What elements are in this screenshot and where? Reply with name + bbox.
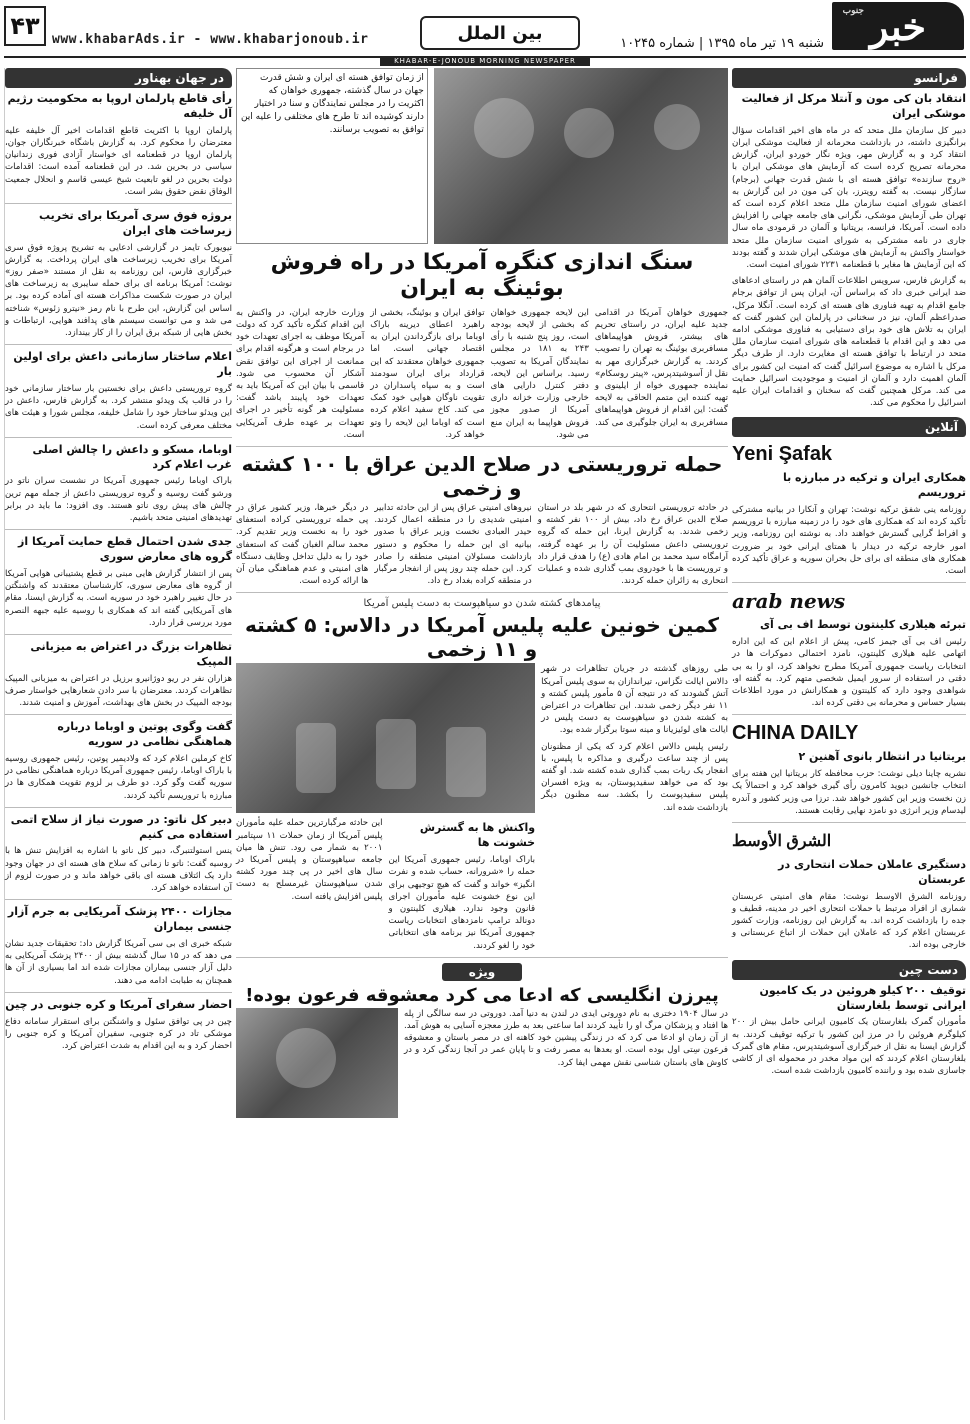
france-section-head: فرانسو bbox=[732, 68, 966, 88]
lead-paragraph-1: جمهوری خواهان آمریکا در اقدامی جدید علیه ایران، در راستای تحریم های بیشتر، فروش هواپیماهای مسافربری بوئینگ به تهران را تصویب کردند. به گزارش خبرگزاری مهر به نقل از آسوشیتدپرس، «پیتر روسکام» نماینده جمهوری خواه از ایلینوی و تهیه کننده این متمم الحاقی به لایحه گفت: این اقدام از فروش هواپیماهای مسافربری به ایران جلوگیری می کند. bbox=[594, 307, 728, 428]
lead-paragraph-4: وزارت خارجه ایران، در واکنش به این اقدام کنگره تأکید کرد که دولت آمریکا موظف به اجرای تعهدات خود در برجام است و هرگونه اقدام برای ممانعت از اجرای این توافق نقض آشکار آن محسوب می شود. قاسمی با بیان این که آمریکا باید به تعهدات خود پایبند باشد گفت: مسئولیت هر گونه تأخیر در اجرای تعهدات بر عهده طرف آمریکایی است. bbox=[236, 307, 365, 440]
special-body: در سال ۱۹۰۴ دختری به نام دوروتی ایدی در لندن به دنیا آمد. دوروتی در سه سالگی از پله ها افتاد و پزشکان مرگ او را تأیید کردند اما ساعتی بعد به طرز معجزه آسایی به هوش آمد. از آن زمان او ادعا می کرد که در زندگی پیشین خود کاهنه ای در مصر باستان و معشوقه فرعون سِتی اول بوده است. او بعدها به مصر رفت و تا پایان عمر در آنجا زندگی کرد و در کاوش های باستان شناسی نقش مهمی ایفا کرد. bbox=[404, 1008, 728, 1068]
iraq-paragraph-1: در حادثه تروریستی انتحاری که در شهر بلد در استان صلاح الدین عراق رخ داد، بیش از ۱۰۰ نفر کشته و زخمی شدند. به گزارش ایرنا، این حمله که گروه تروریستی داعش مسئولیت آن را بر عهده گرفته، آرامگاه سید محمد بن امام هادی (ع) را هدف قرار داد و تروریست ها با خودروی بمب گذاری شده و عملیات انتحاری به زائران حمله کردند. bbox=[537, 503, 728, 587]
dallas-paragraph-4: این حادثه مرگبارترین حمله علیه مأموران پلیس آمریکا از زمان حملات ۱۱ سپتامبر ۲۰۰۱ به شمار می رود. تنش ها میان جامعه سیاهپوستان و پلیس آمریکا در سال های اخیر در پی چند مورد کشته شدن سیاهپوستان غیرمسلح به دست پلیس افزایش یافته است. bbox=[235, 818, 383, 902]
france-body: دبیر کل سازمان ملل متحد که در ماه های اخیر اقدامات سؤال برانگیزی داشته، در بازداشت محرمانه از فعالیت موشکی ایران انتقاد کرد و به گزارش مهر، ویژه نگار خوردو ایران، گزارش محرمانه تصریح کرده است که آزمایش های موشکی ایران با «روح سازنده» توافق هسته ای با شش قدرت جهانی (برجام) سازگار نیست. به گفته رویترز، بان کی مون در این گزارش به اعضای شورای امنیت سازمان ملل متحد اعلام کرده است که تهران طی آزمایش موشکی، نگرانی های جامعه جهانی را افزایش داده است. آمریکا، فرانسه، بریتانیا و آلمان در قرمودی ماه سال جاری در نامه مشترکی به شورای امنیت سازمان ملل متحد خواستار واکنش به آزمایش های موشکی ایران شدند و گفته بودند که این آزمایش ها مغایر با قطعنامه ۲۲۳۱ شورای امنیت است. bbox=[732, 125, 966, 270]
divider bbox=[732, 822, 966, 823]
logo-text: خبر bbox=[870, 3, 926, 49]
center-column bbox=[236, 68, 728, 1420]
online-section-head: آنلاین bbox=[732, 417, 966, 437]
divider bbox=[5, 992, 232, 993]
china-envoys-body: چین در پی توافق سئول و واشنگتن برای استقرار سامانه دفاع موشکی تاد در کره جنوبی، سفیران آمریکا و کره جنوبی را احضار کرد و به این اقدام به شدت اعتراض کرد. bbox=[5, 1016, 232, 1051]
iraq-paragraph-3: در دیگر خبرها، وزیر کشور عراق در پی حمله تروریستی کراده استعفای خود را به نخست وزیر تقدیم کرد. محمد سالم الغبان گفت که استعفای خود را به دلیل تداخل وظایف دستگاه های امنیتی و عدم هماهنگی میان آن ها ارائه کرده است. bbox=[236, 503, 369, 587]
yeni-body: روزنامه ینی شفق ترکیه نوشت: تهران و آنکارا در بیانیه مشترکی تأکید کرده اند که همکاری های خود را در زمینه مبارزه با تروریسم و افراط گرایی گسترش خواهند داد. به نوشته این روزنامه، وزیر امور خارجه ترکیه در دیدار با همتای ایرانی خود بر ضرورت همکاری های منطقه ای برای حل بحران سوریه و عراق تأکید کرده است. bbox=[732, 505, 966, 577]
special-label: ویژه bbox=[442, 963, 522, 981]
left-column bbox=[4, 68, 232, 1420]
divider bbox=[5, 529, 232, 530]
site-urls[interactable]: www.khabarAds.ir - www.khabarjonoub.ir bbox=[52, 32, 369, 47]
arab-body: رئیس اف بی آی جیمز کامی، پیش از اعلام این که این اداره اتهامی علیه هیلاری کلینتون، نامزد احتمالی دموکرات ها در انتخابات ریاست جمهوری آمریکا مطرح نخواهد کرد، او را به بی دقتی در استفاده از سرور ایمیل شخصی متهم کرد. به گفته او، شواهدی وجود دارد که کلینتون و همکارانش در مورد اطلاعات بسیار حساس و محرمانه بی دقتی کرده اند. bbox=[732, 637, 966, 709]
yeni-headline: همکاری ایران و ترکیه در مبارزه با تروریسم bbox=[782, 471, 966, 500]
dallas-headline: کمین خونین علیه پلیس آمریکا در دالاس: ۵ کشته و ۱۱ زخمی bbox=[245, 613, 719, 662]
divider bbox=[236, 957, 728, 958]
lead-paragraph-2: این لایحه جمهوری خواهان که بخشی از لایحه بودجه است، روز پنج شنبه با رأی ۲۴۳ به ۱۸۱ در مجلس نمایندگان آمریکا به تصویب رسید. براساس این لایحه، دفتر کنترل دارایی های خارجی وزارت خزانه داری آمریکا از صدور مجوز فروش هواپیما به ایران منع می شود. bbox=[490, 307, 589, 440]
china-daily-headline: بریتانیا در انتظار بانوی آهنین ۲ bbox=[798, 750, 966, 764]
divider bbox=[5, 203, 232, 204]
arab-news-logo: arab news bbox=[732, 589, 846, 614]
heroin-body: مأموران گمرک بلغارستان یک کامیون ایرانی حامل بیش از ۲۰۰ کیلوگرم هروئین را در مرز این کشور با ترکیه توقیف کردند. به گزارش ایسنا به نقل از خبرگزاری آسوشیتدپرس، مقام های گمرک بلغارستان اعلام کردند که این مواد مخدر در محموله ای از کاشی جاسازی شده بود و راننده کامیون بازداشت شده است. bbox=[732, 1017, 966, 1077]
divider bbox=[5, 899, 232, 900]
asharq-headline: دستگیری عاملان حملات انتحاری در عربستان bbox=[778, 857, 966, 886]
world-section-head: در جهان بهناور bbox=[5, 68, 232, 88]
english-banner: KHABAR-E-JONOUB MORNING NEWSPAPER bbox=[380, 56, 590, 66]
divider bbox=[5, 807, 232, 808]
lead-photo-caption: از زمان توافق هسته ای ایران و شش قدرت جهان در سال گذشته، جمهوری خواهان که اکثریت را در مجلس نمایندگان و سنا در اختیار دارند کوشیده اند تا طرح های مختلفی را علیه این توافق به تصویب برسانند. bbox=[236, 68, 428, 244]
nato-nuclear-body: ینس استولتنبرگ، دبیر کل ناتو با اشاره به افزایش تنش ها با روسیه گفت: ناتو تا زمانی که سلاح های هسته ای در جهان وجود دارد یک ائتلاف هسته ای باقی خواهد ماند و در صورت لزوم از آن استفاده خواهد کرد. bbox=[5, 846, 232, 894]
masthead bbox=[0, 0, 970, 64]
putin-obama-body: کاخ کرملین اعلام کرد که ولادیمیر پوتین، رئیس جمهوری روسیه با باراک اوباما، رئیس جمهوری آمریکا درباره هماهنگی نظامی در سوریه گفت وگو کرد. دو طرف بر لزوم تقویت همکاری ها در مبارزه با تروریسم تأکید کردند. bbox=[5, 753, 232, 801]
syria-support-body: پس از انتشار گزارش هایی مبنی بر قطع پشتیبانی هوایی آمریکا از گروه های معارض سوری، کارشناسان معتقدند که واشنگتن در حال تغییر راهبرد خود در سوریه است. به گزارش ایسنا، مقام های آمریکایی گفته اند که همکاری با روسیه علیه جبهه النصره مورد بررسی قرار دارد. bbox=[5, 568, 232, 628]
lead-headline: سنگ اندازی کنگره آمریکا در راه فروش بوئینگ به ایران bbox=[270, 250, 694, 302]
obama-nato-headline: اوباما، مسکو و داعش را چالش اصلی غرب اعلام کرد bbox=[32, 442, 232, 471]
doctors-headline: مجازات ۲۴۰۰ پزشک آمریکایی به جرم آزار جنسی بیماران bbox=[7, 905, 232, 934]
bahrain-body: پارلمان اروپا با اکثریت قاطع اقدامات اخیر آل خلیفه علیه معترضان را محکوم کرد. به گزارش باشگاه خبرنگاران جوان، پارلمان اروپا در قطعنامه ای خواستار آزادی فوری زندانیان سیاسی در بحرین شد. در این قطعنامه آمده است: اقدامات دولت بحرین در لغو تابعیت شیخ عیسی قاسم و انحلال جمعیت الوفاق نقض حقوق بشر است. bbox=[5, 125, 232, 197]
dallas-text-col bbox=[541, 663, 728, 951]
dallas-block bbox=[236, 663, 728, 951]
dallas-paragraph-3: باراک اوباما، رئیس جمهوری آمریکا این حمله را «شرورانه، حساب شده و نفرت انگیز» خواند و گفت که هیچ توجیهی برای این نوع خشونت علیه مأموران اجرای قانون وجود ندارد. هیلاری کلینتون و دونالد ترامپ نامزدهای انتخابات ریاست جمهوری آمریکا نیز برنامه های انتخاباتی خود را لغو کردند. bbox=[388, 855, 536, 951]
dallas-photo-text bbox=[236, 817, 535, 951]
divider bbox=[236, 592, 728, 593]
nato-nuclear-headline: دبیر کل ناتو: در صورت نیاز از سلاح اتمی استفاده می کنیم bbox=[10, 812, 232, 841]
divider bbox=[236, 446, 728, 447]
divider bbox=[5, 437, 232, 438]
china-daily-logo: CHINA DAILY bbox=[732, 721, 859, 744]
bahrain-headline: رأی قاطع پارلمان اروپا به محکومیت رژیم آل خلیفه bbox=[7, 92, 232, 120]
cyber-headline: بروژه فوق سری آمریکا برای تخریب زیرساخت های ایران bbox=[38, 208, 232, 237]
special-block bbox=[236, 1008, 728, 1118]
dast-chin-section-head: دست چین bbox=[732, 960, 966, 980]
china-daily-body: نشریه چاینا دیلی نوشت: حزب محافظه کار بریتانیا این هفته برای انتخاب جانشین دیوید کامرون رأی گیری خواهد کرد و احتمالاً یک زن نخست وزیر این کشور خواهد شد. ترزا می وزیر کشور و آندره لیدسام وزیر انرژی دو نامزد نهایی رقابت هستند. bbox=[732, 769, 966, 816]
right-column bbox=[732, 68, 966, 1420]
obama-nato-body: باراک اوباما رئیس جمهوری آمریکا در نشست سران ناتو در ورشو گفت روسیه و گروه تروریستی داعش از جمله مهم ترین چالش های پیش روی ناتو هستند. وی افزود: ما باید در برابر تهدیدهای امنیتی متحد باشیم. bbox=[5, 476, 232, 524]
iraq-paragraph-2: نیروهای امنیتی عراق پس از این حادثه تدابیر امنیتی شدیدی را در منطقه اعمال کردند. حیدر العبادی نخست وزیر عراق با صدور بیانیه ای این حمله را محکوم و دستور بازداشت مسئولان امنیتی منطقه را صادر کرد. این حمله چند روز پس از انفجار مرگبار در منطقه کراده بغداد رخ داد. bbox=[374, 503, 532, 587]
date-line: شنبه ۱۹ تیر ماه ۱۳۹۵ | شماره ۱۰۲۴۵ bbox=[620, 36, 824, 51]
dallas-paragraph-1: طی روزهای گذشته در جریان تظاهرات در شهر دالاس ایالت تگزاس، تیراندازان به سوی پلیس آمریکا آتش گشودند که در نتیجه آن ۵ مأمور پلیس کشته و ۱۱ نفر دیگر زخمی شدند. این تظاهرات در اعتراض به کشته شدن دو سیاهپوست به دست پلیس در ایالت های لوئیزیانا و مینه سوتا برگزار شده بود. bbox=[541, 664, 728, 736]
dallas-kicker: پیامدهای کشته شدن دو سیاهپوست به دست پلیس آمریکا bbox=[363, 598, 601, 610]
dallas-photo bbox=[236, 663, 535, 813]
cyber-body: نیویورک تایمز در گزارشی ادعایی به تشریح پروژه فوق سری آمریکا برای تخریب زیرساخت های ایران پرداخت. به گزارش خبرگزاری فارس، این روزنامه به نقل از مستند «صفر روز» نوشت: آمریکا برنامه ای برای حمله سایبری به زیرساخت های ایران در صورت شکست مذاکرات هسته ای آماده کرده بود. بر اساس این گزارش، این طرح با نام رمز «نیترو زئوس» شناخته می شد و می توانست سیستم های پدافند هوایی، ارتباطات و بخش هایی از شبکه برق ایران را از کار بیندازد. bbox=[5, 242, 232, 339]
yeni-safak-logo: Yeni Şafak bbox=[732, 442, 833, 465]
lead-photo-block bbox=[236, 68, 728, 244]
isis-headline: اعلام ساختار سازمانی داعش برای اولین بار bbox=[13, 350, 232, 379]
asharq-logo: الشرق الأوسط bbox=[732, 832, 832, 850]
iraq-headline: حمله تروریستی در صلاح الدین عراق با ۱۰۰ کشته و زخمی bbox=[241, 452, 723, 501]
section-title: بین الملل bbox=[420, 16, 580, 50]
lead-article-body bbox=[236, 307, 728, 441]
iraq-article-body bbox=[236, 502, 728, 587]
old-woman-photo bbox=[236, 1008, 398, 1118]
doctors-body: شبکه خبری ای بی سی آمریکا گزارش داد: تحقیقات جدید نشان می دهد که در ۱۵ سال گذشته بیش از ۲۴۰۰ پزشک آمریکایی به دلیل آزار جنسی بیماران مجازات شده اند اما بسیاری از آن ها همچنان به طبابت ادامه می دهند. bbox=[5, 938, 232, 986]
divider bbox=[732, 582, 966, 583]
olympic-headline: تظاهرات بزرگ در اعتراض به میزبانی المپیک bbox=[30, 639, 232, 668]
olympic-body: هزاران نفر در ریو دوژانیرو برزیل در اعتراض به میزبانی المپیک تظاهرات کردند. معترضان با سر دادن شعارهایی خواستار صرف بودجه المپیک در بخش های بهداشت، آموزش و امنیت شدند. bbox=[5, 673, 232, 709]
divider bbox=[5, 634, 232, 635]
isis-body: گروه تروریستی داعش برای نخستین بار ساختار سازمانی خود را در قالب یک ویدئو منتشر کرد. به گزارش فارس، داعش در این ویدئو ساختار خود را شامل خلیفه، مجلس شورا و هیئت های مختلف معرفی کرده است. bbox=[5, 383, 232, 431]
divider bbox=[5, 344, 232, 345]
dallas-box-headline: واکنش ها به گسترش خشونت ها bbox=[419, 821, 536, 850]
syria-support-headline: جدی شدن احتمال قطع حمایت آمریکا از گروه های معارض سوری bbox=[18, 535, 232, 564]
newspaper-logo bbox=[832, 2, 964, 50]
france-headline: انتقاد بان کی مون و آنتلا مرکل از فعالیت موشکی ایران bbox=[741, 92, 966, 120]
dallas-paragraph-2: رئیس پلیس دالاس اعلام کرد که یکی از مظنونان پس از چند ساعت درگیری و مذاکره با پلیس، با انفجار یک ربات بمب گذاری شده کشته شد. او گفته بود که می خواهد سفیدپوستان، به ویژه افسران پلیس سفیدپوست را بکشد. سه مظنون دیگر بازداشت شده اند. bbox=[541, 741, 728, 813]
france-body-2: به گزارش فارس، سرویس اطلاعات آلمان هم در راستای ادعاهای ضد ایرانی خبری داد که براساس آن، ایران پس از توافق برجام جامع اقدام به تهیه فناوری های هسته ای کرده است. آنگلا مرکل، صدراعظم آلمان، نیز در سخنانی در پارلمان این کشور گفت که ایران به تلاش های خود برای دستیابی به فناوری موشکی ادامه می دهد و این اقدام با قطعنامه های شورای امنیت سازمان ملل متحد در ارتباط با توافق هسته ای مغایرت دارد. از طرف دیگر مرکل با اشاره به موضوع اسرائیل گفت که امنیت این کشور برای آلمان اهمیت دارد و آلمان از امنیت و موجودیت اسرائیل حمایت می کند. مرکل همچنین گفت که سخنان و اقدامات ایران علیه اسرائیل را محکوم می کند. bbox=[732, 276, 966, 409]
heroin-headline: توقیف ۲۰۰ کیلو هروئین در یک کامیون ایرانی توسط بلغارستان bbox=[759, 983, 966, 1012]
logo-sub: جنوب bbox=[842, 6, 864, 16]
page-number: ۴۳ bbox=[4, 6, 46, 46]
divider bbox=[5, 714, 232, 715]
dallas-photo-col bbox=[236, 663, 535, 951]
asharq-body: روزنامه الشرق الاوسط نوشت: مقام های امنیتی عربستان شماری از افراد مرتبط با حملات انتحاری اخیر در مدینه، قطیف و جده را بازداشت کرده اند. به گزارش این روزنامه، وزارت کشور عربستان اعلام کرد که عاملان این حملات از اتباع عربستانی و خارجی بوده اند. bbox=[732, 891, 966, 951]
special-headline: پیرزن انگلیسی که ادعا می کرد معشوقه فرعون بوده! bbox=[245, 984, 719, 1006]
putin-obama-headline: گفت وگوی پوتین و اوباما درباره هماهنگی نظامی در سوریه bbox=[57, 720, 232, 749]
china-envoys-headline: احضار سفرای آمریکا و کره جنوبی در چین bbox=[5, 997, 232, 1011]
arab-headline: تبرئه هیلاری کلینتون توسط اف بی آی bbox=[759, 618, 966, 632]
lead-paragraph-3: توافق ایران و بوئینگ، بخشی از راهبرد اعطای دیرینه باراک اوباما برای بازگرداندن ایران به اقتصاد جهانی است. اما جمهوری خواهان معتقدند که این قرارداد برای ایران سودمند است و به سپاه پاسداران در تقویت ناوگان هوایی خود کمک می کند. کاخ سفید اعلام کرده است که اوباما این لایحه را وتو خواهد کرد. bbox=[370, 307, 485, 440]
congress-photo bbox=[434, 68, 728, 244]
divider bbox=[732, 714, 966, 715]
